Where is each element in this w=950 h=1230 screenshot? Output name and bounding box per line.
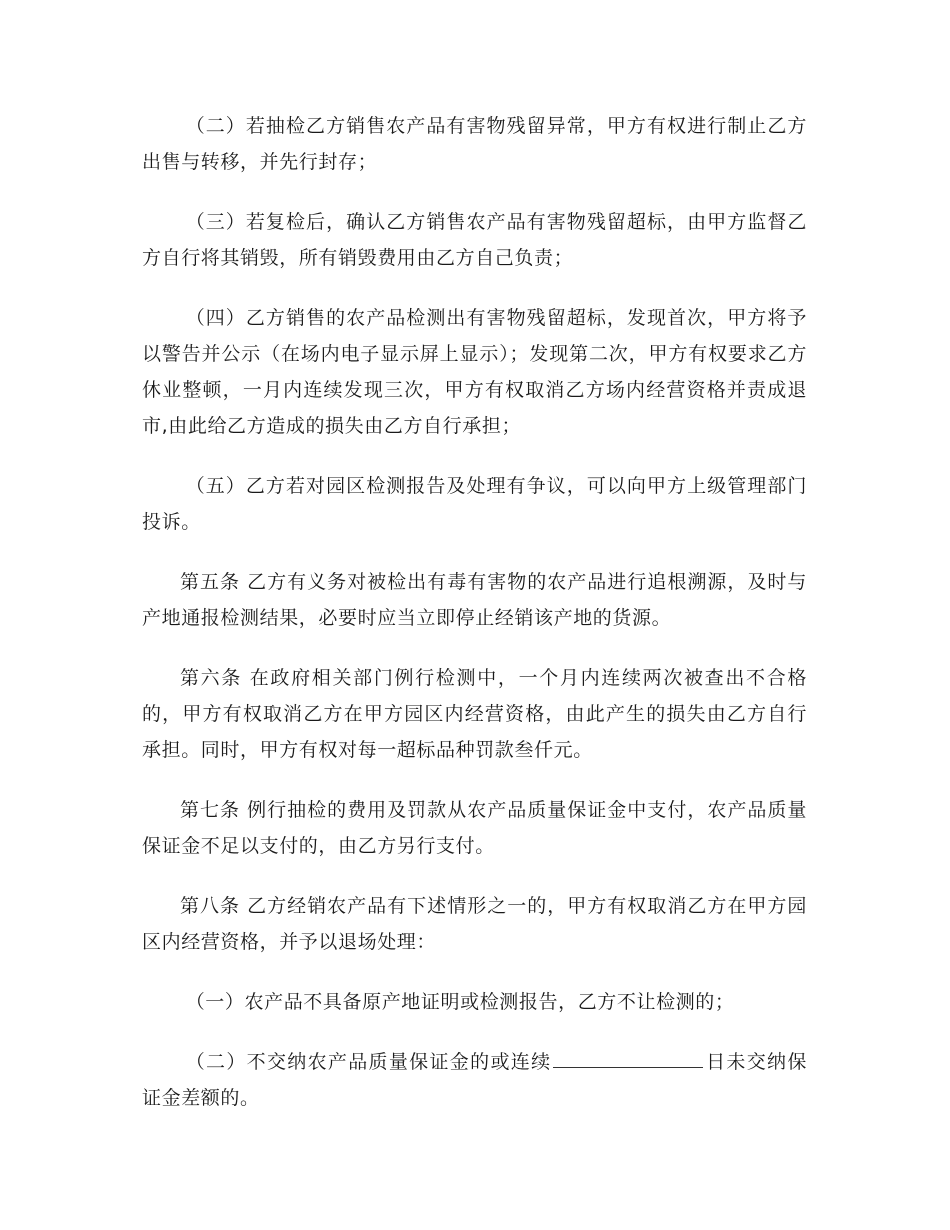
clause-paragraph: （三）若复检后，确认乙方销售农产品有害物残留超标，由甲方监督乙方自行将其销毁，所有销毁费用由乙方自己负责； [142, 211, 807, 269]
text-before-blank: （二）不交纳农产品质量保证金的或连续 [185, 1051, 552, 1073]
document-body [142, 108, 807, 1140]
clause-paragraph: （二）若抽检乙方销售农产品有害物残留异常，甲方有权进行制止乙方出售与转移，并先行封存； [142, 115, 807, 173]
article-paragraph: 第五条 乙方有义务对被检出有毒有害物的农产品进行追根溯源，及时与产地通报检测结果，必要时应当立即停止经销该产地的货源。 [142, 571, 807, 629]
article-paragraph: 第七条 例行抽检的费用及罚款从农产品质量保证金中支付，农产品质量保证金不足以支付的，由乙方另行支付。 [142, 799, 807, 857]
article-paragraph: 第八条 乙方经销农产品有下述情形之一的，甲方有权取消乙方在甲方园区内经营资格，并予以退场处理： [142, 895, 807, 953]
fill-in-blank [553, 1045, 703, 1068]
clause-paragraph: （四）乙方销售的农产品检测出有害物残留超标，发现首次，甲方将予以警告并公示（在场内电子显示屏上显示）；发现第二次，甲方有权要求乙方休业整顿，一月内连续发现三次，甲方有权取消乙方场内经营资格并责成退市,由此给乙方造成的损失由乙方自行承担； [142, 307, 807, 437]
clause-paragraph-with-blank [142, 1044, 807, 1116]
text-after-blank: 日未交纳保证金差额的。 [142, 1051, 807, 1109]
clause-paragraph: （一）农产品不具备原产地证明或检测报告，乙方不让检测的； [185, 991, 735, 1013]
clause-paragraph: （五）乙方若对园区检测报告及处理有争议，可以向甲方上级管理部门投诉。 [142, 475, 807, 533]
article-paragraph: 第六条 在政府相关部门例行检测中，一个月内连续两次被查出不合格的，甲方有权取消乙方在甲方园区内经营资格，由此产生的损失由乙方自行承担。同时，甲方有权对每一超标品种罚款叁仟元。 [142, 667, 807, 761]
